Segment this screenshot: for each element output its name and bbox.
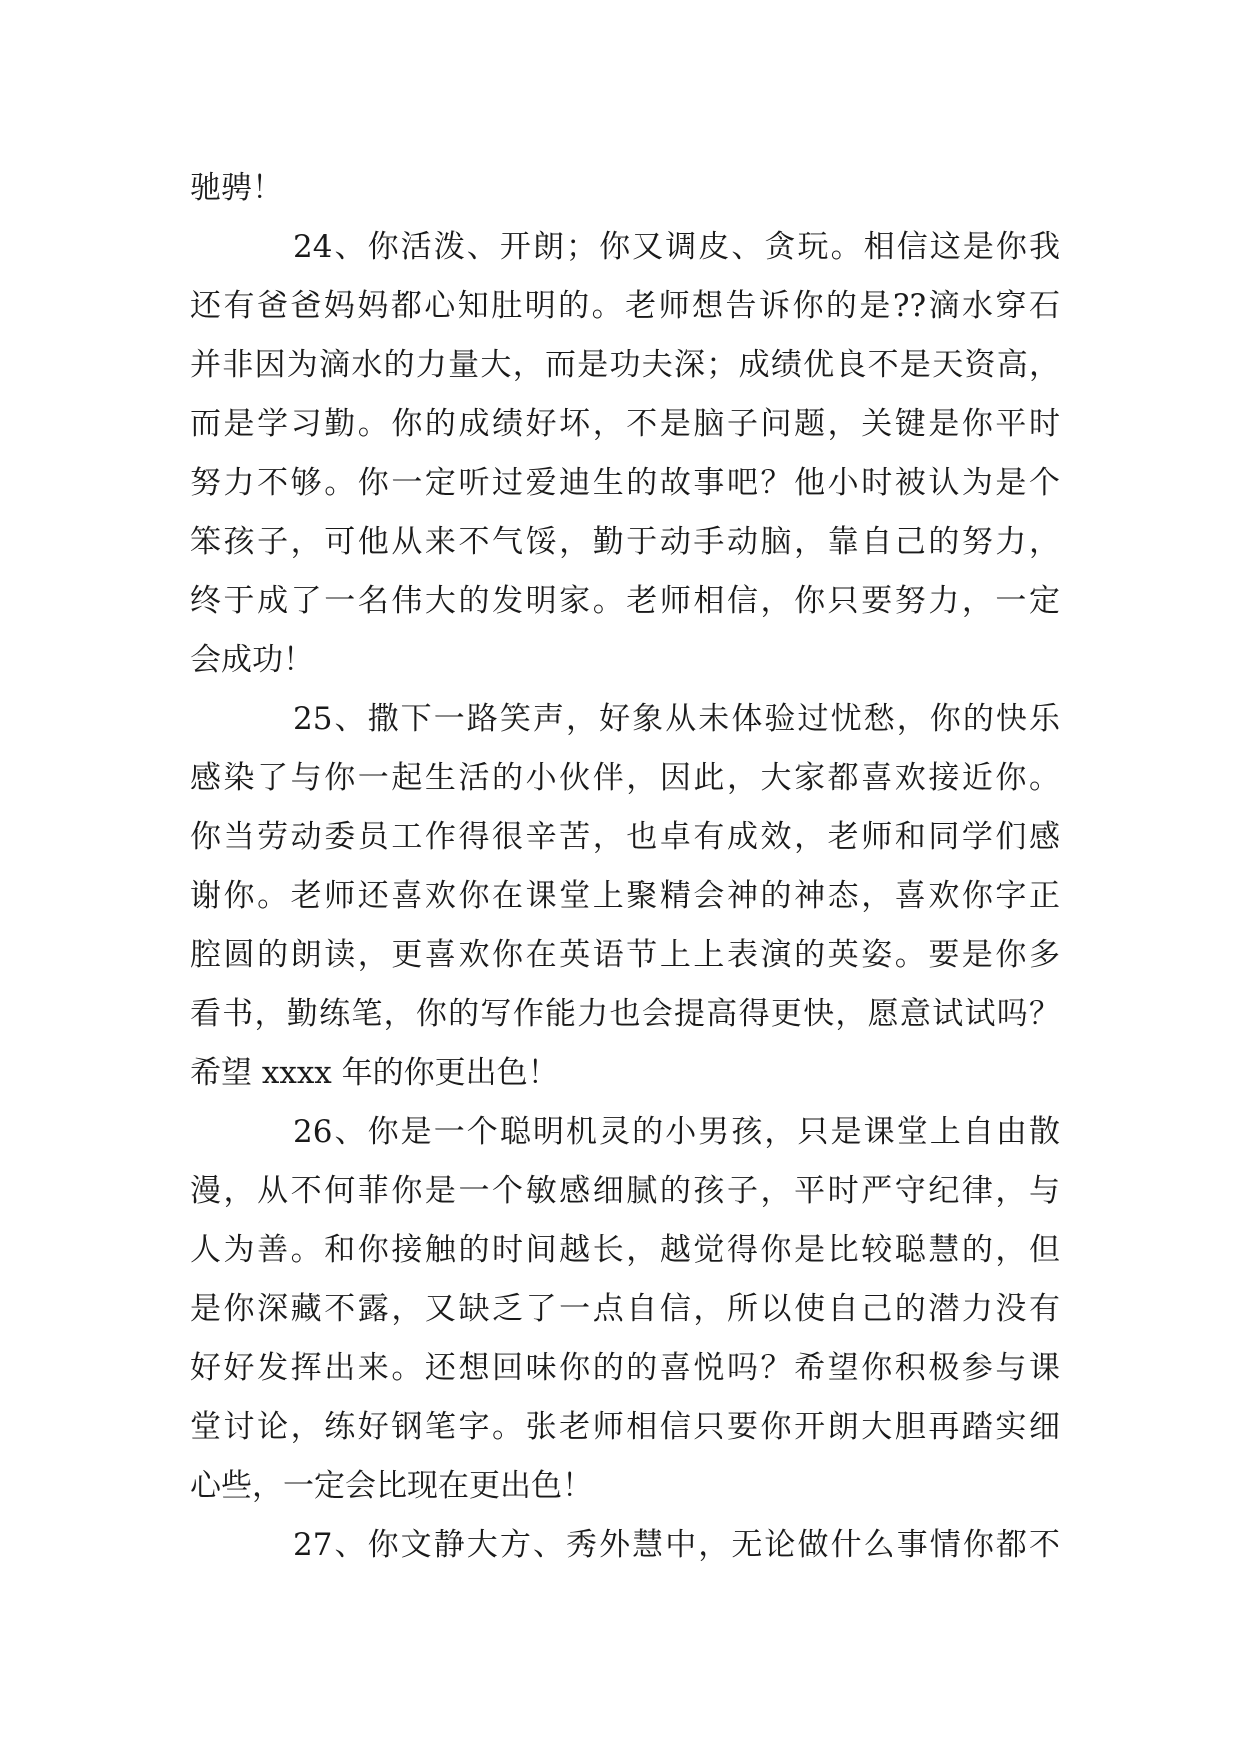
text-line: 心些，一定会比现在更出色！ bbox=[190, 1468, 593, 1504]
text-line: 还有爸爸妈妈都心知肚明的。老师想告诉你的是??滴水穿石 bbox=[190, 288, 1060, 324]
paragraph-25-first-line: 25、撒下一路笑声，好象从未体验过忧愁，你的快乐 bbox=[293, 701, 1060, 737]
text-line: 感染了与你一起生活的小伙伴，因此，大家都喜欢接近你。 bbox=[190, 760, 1060, 796]
paragraph-27-first-line: 27、你文静大方、秀外慧中，无论做什么事情你都不 bbox=[293, 1527, 1060, 1563]
document-body bbox=[190, 159, 1060, 1575]
text-line: 人为善。和你接触的时间越长，越觉得你是比较聪慧的，但 bbox=[190, 1232, 1060, 1268]
text-line: 堂讨论，练好钢笔字。张老师相信只要你开朗大胆再踏实细 bbox=[190, 1409, 1060, 1445]
text-line: 漫，从不何菲你是一个敏感细腻的孩子，平时严守纪律，与 bbox=[190, 1173, 1060, 1209]
text-line: 并非因为滴水的力量大，而是功夫深；成绩优良不是天资高， bbox=[190, 347, 1060, 383]
text-line: 谢你。老师还喜欢你在课堂上聚精会神的神态，喜欢你字正 bbox=[190, 878, 1060, 914]
text-line: 笨孩子，可他从来不气馁，勤于动手动脑，靠自己的努力， bbox=[190, 524, 1060, 560]
text-line: 是你深藏不露，又缺乏了一点自信，所以使自己的潜力没有 bbox=[190, 1291, 1060, 1327]
text-line: 好好发挥出来。还想回味你的的喜悦吗？希望你积极参与课 bbox=[190, 1350, 1060, 1386]
text-line: 腔圆的朗读，更喜欢你在英语节上上表演的英姿。要是你多 bbox=[190, 937, 1060, 973]
paragraph-26-first-line: 26、你是一个聪明机灵的小男孩，只是课堂上自由散 bbox=[293, 1114, 1060, 1150]
text-line: 希望 xxxx 年的你更出色！ bbox=[190, 1055, 559, 1091]
text-line: 看书，勤练笔，你的写作能力也会提高得更快，愿意试试吗？ bbox=[190, 996, 1060, 1032]
text-line: 努力不够。你一定听过爱迪生的故事吧？他小时被认为是个 bbox=[190, 465, 1060, 501]
text-line: 而是学习勤。你的成绩好坏，不是脑子问题，关键是你平时 bbox=[190, 406, 1060, 442]
text-line: 驰骋！ bbox=[190, 170, 283, 206]
paragraph-24-first-line: 24、你活泼、开朗；你又调皮、贪玩。相信这是你我 bbox=[293, 229, 1060, 265]
text-line: 终于成了一名伟大的发明家。老师相信，你只要努力，一定 bbox=[190, 583, 1060, 619]
text-line: 会成功！ bbox=[190, 642, 314, 678]
text-line: 你当劳动委员工作得很辛苦，也卓有成效，老师和同学们感 bbox=[190, 819, 1060, 855]
